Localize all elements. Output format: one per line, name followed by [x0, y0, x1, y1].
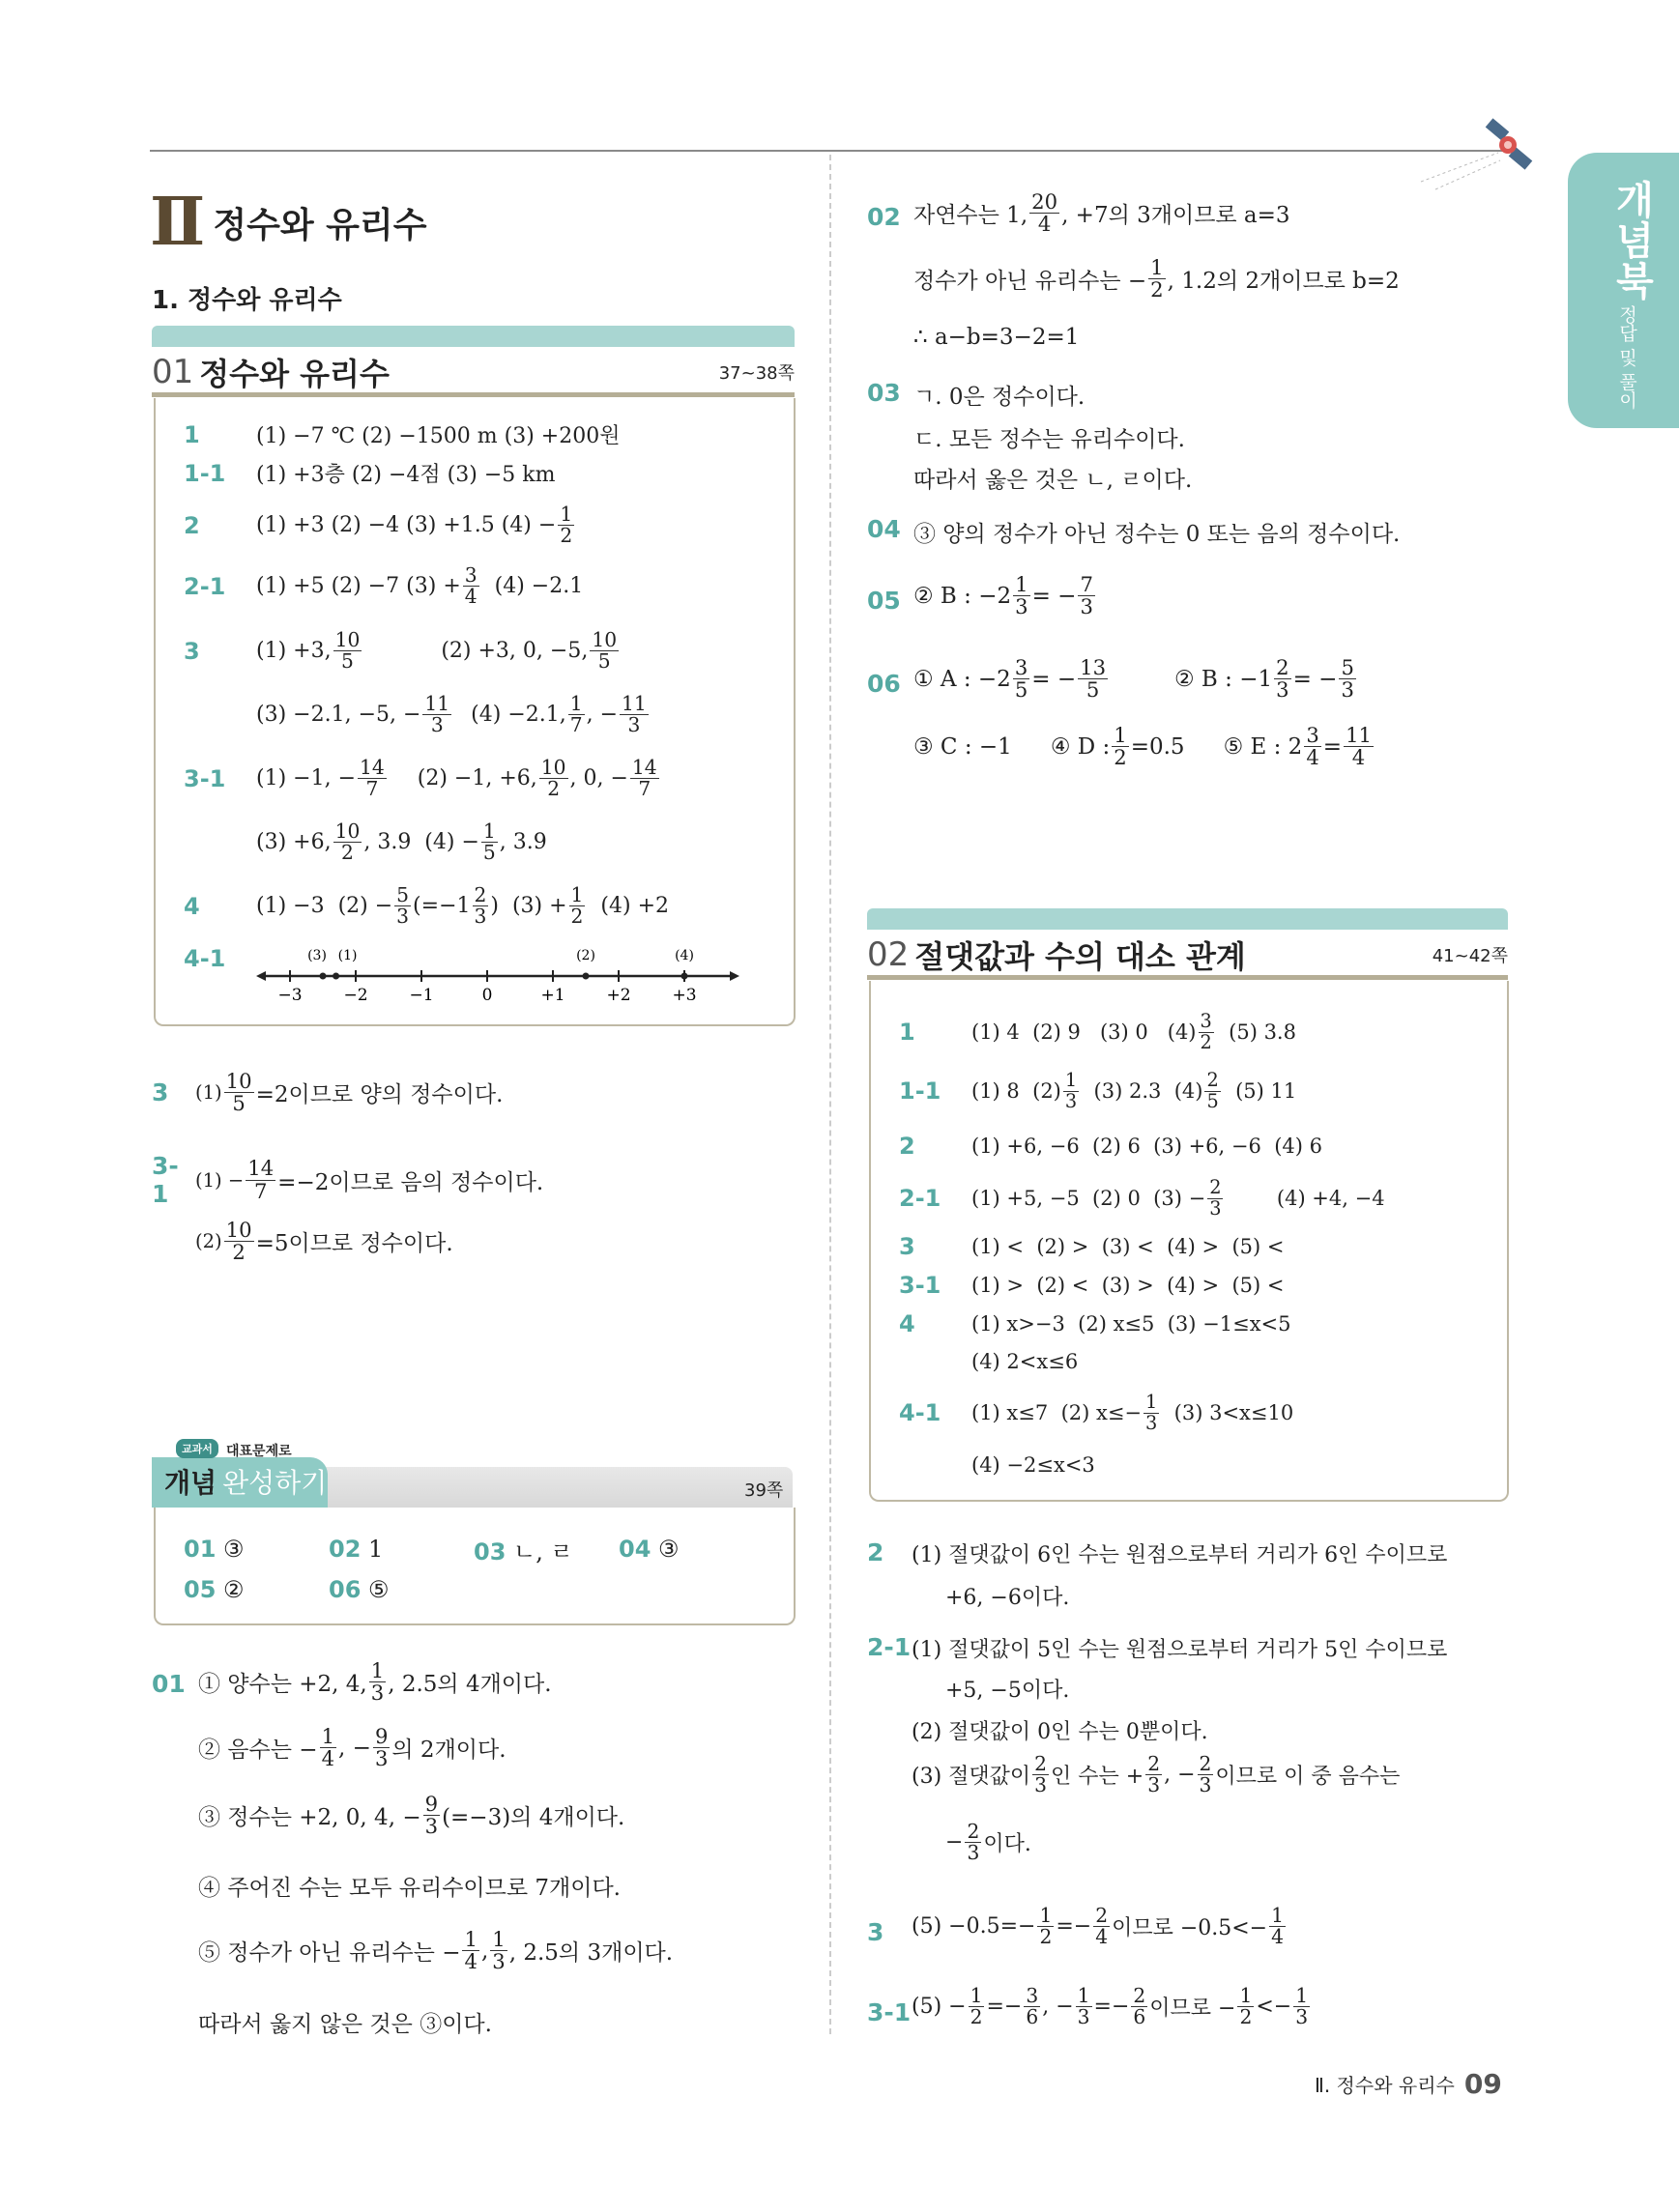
expl-c01-l6: 따라서 옳지 않은 것은 ③이다. — [198, 2012, 492, 2037]
number-line-tick-label: −3 — [277, 986, 303, 1005]
sec01-row-2-1: 2-1 (1) +5 (2) −7 (3) + $\frac{3}{4}$ (4) −2.1 — [184, 563, 584, 609]
expl-03-l1: ㄱ. 0은 정수이다. — [913, 385, 1086, 410]
expl-c01-l4: ④ 주어진 수는 모두 유리수이므로 7개이다. — [198, 1876, 621, 1901]
number-line-point-label: (3) — [307, 948, 327, 963]
fraction: $\frac{1}{7}$ — [569, 692, 583, 737]
expl02-2-1-l5: − $\frac{2}{3}$ 이다. — [945, 1820, 1031, 1865]
sec02-underline — [867, 975, 1508, 980]
column-divider — [829, 155, 831, 2034]
number-line-point-label: (4) — [675, 948, 694, 963]
top-rule — [150, 150, 1503, 152]
expl02-3-1-text: (5) − $\frac{1}{2}$ =− $\frac{3}{6}$ , − $\frac{1}{3}$ =− $\frac{2}{6}$ 이므로 − $\frac{1}{2}$ <− $\frac{1}{3}$ — [912, 1984, 1309, 2029]
page-number: 09 — [1463, 2068, 1502, 2100]
fraction: $\frac{10}{5}$ — [225, 1069, 252, 1116]
expl02-2-label: 2 — [867, 1538, 884, 1566]
number-line-tick-label: +1 — [540, 986, 565, 1005]
sec01-underline — [152, 392, 795, 397]
expl-03-l2: ㄷ. 모든 정수는 유리수이다. — [913, 427, 1185, 452]
concept-answers: 01 ③ 02 1 03 ㄴ, ㄹ 04 ③ 05 ② 06 ⑤ — [184, 1536, 680, 1603]
fraction: $\frac{10}{2}$ — [225, 1218, 252, 1265]
subsection-title: 1. 정수와 유리수 — [152, 286, 342, 315]
number-line-point — [681, 973, 688, 980]
expl02-2-1-l2: +5, −5이다. — [945, 1679, 1070, 1703]
expl02-3-label: 3 — [867, 1918, 884, 1946]
sec01-num: 01 — [152, 353, 194, 391]
sec01-pages: 37~38쪽 — [718, 363, 795, 384]
fraction: $\frac{1}{5}$ — [482, 819, 496, 865]
number-line-tick-label: +3 — [672, 986, 697, 1005]
expl-02-l1: 자연수는 1, $\frac{20}{4}$ , +7의 3개이므로 a=3 — [913, 189, 1290, 237]
number-line-point — [320, 973, 327, 980]
expl-04-label: 04 — [867, 515, 901, 543]
expl02-2-1-l4: (3) 절댓값이 $\frac{2}{3}$ 인 수는 + $\frac{2}{3}$ , − $\frac{2}{3}$ 이므로 이 중 음수는 — [912, 1752, 1401, 1797]
expl-03-l3: 따라서 옳은 것은 ㄴ, ㄹ이다. — [913, 468, 1193, 493]
expl-c01-l5: ⑤ 정수가 아닌 유리수는 − $\frac{1}{4}$ , $\frac{1}{3}$ , 2.5의 3개이다. — [198, 1927, 674, 1974]
sec01-row-1: 1 (1) −7 ℃ (2) −1500 m (3) +200원 — [184, 421, 621, 448]
sec02-rows: 1 (1) 4 (2) 9 (3) 0 (4) $\frac{3}{2}$ (5) 3.8 1-1 (1) 8 (2) $\frac{1}{3}$ (3) 2.3 (4) $\frac{2}{5}$ (5) 11 2 (1) +6, −6 (2) 6 (3) +6, −6 (4) 6 2-1 (1) +5, −5 (2) 0 (3) − $\frac{2}{3}$ (4) +4, −4 3 (1) < (2) > (3) < (4) > (5) < 3-1 (1) > (2) < (3) > (4) > (5) < 4 (1) x>−3 (2) x≤5 (3) −1≤x<5 (4) 2<x≤6 4-1 (1) x≤7 (2) x≤− $\frac{1}{3}$ (3) 3<x≤10 (4) −2≤x<3 — [899, 1010, 1385, 1477]
number-line-point-label: (1) — [337, 948, 358, 963]
side-tab-sub: 정답 및 풀이 — [1616, 305, 1637, 410]
expl02-2-l1: (1) 절댓값이 6인 수는 원점으로부터 거리가 6인 수이므로 — [912, 1543, 1448, 1567]
fraction: $\frac{3}{4}$ — [464, 563, 478, 609]
sec01-row-2: 2 (1) +3 (2) −4 (3) +1.5 (4) − $\frac{1}{2}$ — [184, 503, 573, 548]
fraction: $\frac{10}{2}$ — [334, 819, 361, 865]
fraction: $\frac{11}{3}$ — [424, 692, 450, 737]
number-line-tick-label: +2 — [606, 986, 631, 1005]
sec02-pages: 41~42쪽 — [1432, 946, 1508, 966]
expl-02-l3: ∴ a−b=3−2=1 — [913, 325, 1080, 350]
number-line — [256, 942, 739, 1005]
fraction: $\frac{14}{7}$ — [247, 1156, 275, 1203]
expl-06-r1b: ② B : −1 $\frac{2}{3}$ = − $\frac{5}{3}$ — [1174, 655, 1354, 703]
chapter-title: 정수와 유리수 — [213, 205, 427, 245]
concept-title: 개념 완성하기 — [164, 1467, 328, 1499]
expl-03-label: 03 — [867, 379, 901, 407]
side-tab[interactable] — [1568, 153, 1679, 428]
expl-06-r1a: ① A : −2 $\frac{3}{5}$ = − $\frac{13}{5}$ — [913, 655, 1107, 703]
footer-text: Ⅱ. 정수와 유리수 — [1315, 2074, 1455, 2097]
expl01-3: 3 (1) $\frac{10}{5}$ =2이므로 양의 정수이다. — [152, 1069, 504, 1116]
expl-06-label: 06 — [867, 670, 901, 698]
number-line-point — [583, 973, 590, 980]
side-tab-main: 개념북 — [1609, 180, 1654, 302]
sec02-heading — [867, 933, 1508, 977]
expl-c01-label: 01 — [152, 1670, 186, 1698]
concept-badge-small: 교과서 — [176, 1439, 218, 1458]
number-line-tick-label: 0 — [481, 986, 493, 1005]
concept-pages: 39쪽 — [744, 1480, 784, 1501]
chapter-heading — [150, 184, 427, 261]
expl-c01-l3: ③ 정수는 +2, 0, 4, − $\frac{9}{3}$ (=−3)의 4개이다. — [198, 1792, 625, 1839]
fraction: $\frac{10}{2}$ — [540, 756, 566, 801]
fraction: $\frac{14}{7}$ — [360, 756, 385, 801]
satellite-icon — [1411, 114, 1537, 191]
expl02-3-1-label: 3-1 — [867, 1998, 912, 2026]
sec01-row-4: 4 (1) −3 (2) − $\frac{5}{3}$ (=−1 $\frac{2}{3}$ ) (3) + $\frac{1}{2}$ (4) +2 — [184, 883, 669, 929]
sec01-row-1-1: 1-1 (1) +3층 (2) −4점 (3) −5 km — [184, 460, 556, 487]
chapter-numeral: Ⅱ — [150, 184, 206, 261]
fraction: $\frac{1}{2}$ — [570, 883, 584, 929]
fraction: $\frac{10}{5}$ — [334, 628, 361, 674]
sec01-row-3-1a: 3-1 (1) −1, − $\frac{14}{7}$ (2) −1, +6, $\frac{10}{2}$ , 0, − $\frac{14}{7}$ — [184, 756, 657, 801]
expl02-2-1-l3: (2) 절댓값이 0인 수는 0뿐이다. — [912, 1720, 1208, 1744]
expl-02-l2: 정수가 아닌 유리수는 − $\frac{1}{2}$ , 1.2의 2개이므로 b=2 — [913, 255, 1400, 302]
page-footer — [1315, 2068, 1502, 2100]
expl-c01-l1: ① 양수는 +2, 4, $\frac{1}{3}$ , 2.5의 4개이다. — [198, 1658, 552, 1706]
sec01-row-3-1b: (3) +6, $\frac{10}{2}$ , 3.9 (4) − $\frac{1}{5}$ , 3.9 — [256, 819, 547, 865]
sec01-row-3a: 3 (1) +3, $\frac{10}{5}$ (2) +3, 0, −5, $\frac{10}{5}$ — [184, 628, 618, 674]
fraction: $\frac{2}{3}$ — [474, 883, 487, 929]
expl02-3-text: (5) −0.5=− $\frac{1}{2}$ =− $\frac{2}{4}$ 이므로 −0.5<− $\frac{1}{4}$ — [912, 1904, 1284, 1949]
expl01-3-1-2: (2) $\frac{10}{2}$ =5이므로 정수이다. — [195, 1218, 453, 1265]
expl02-2-l2: +6, −6이다. — [945, 1586, 1070, 1610]
number-line-tick-label: −2 — [343, 986, 368, 1005]
sec02-num: 02 — [867, 935, 910, 974]
sec01-row-4-1: 4-1 — [184, 945, 226, 972]
expl-05-text: ② B : −2 $\frac{1}{3}$ = − $\frac{7}{3}$ — [913, 572, 1093, 619]
expl-02-label: 02 — [867, 203, 901, 231]
fraction: $\frac{10}{5}$ — [592, 628, 618, 674]
sec02-title: 절댓값과 수의 대소 관계 — [914, 938, 1246, 975]
fraction: $\frac{14}{7}$ — [631, 756, 657, 801]
expl01-3-1: 3-1 (1) − $\frac{14}{7}$ =−2이므로 음의 정수이다. — [152, 1152, 544, 1208]
expl-06-r2: ③ C : −1 ④ D : $\frac{1}{2}$ =0.5 ⑤ E : 2 $\frac{3}{4}$ = $\frac{11}{4}$ — [913, 723, 1372, 770]
fraction: $\frac{11}{3}$ — [622, 692, 647, 737]
expl-c01-l2: ② 음수는 − $\frac{1}{4}$ , − $\frac{9}{3}$ 의 2개이다. — [198, 1724, 507, 1771]
sec01-row-3b: (3) −2.1, −5, − $\frac{11}{3}$ (4) −2.1, $\frac{1}{7}$ , − $\frac{11}{3}$ — [256, 692, 647, 737]
sec01-bar — [152, 326, 795, 347]
fraction: $\frac{1}{2}$ — [560, 503, 573, 548]
sec01-heading — [152, 350, 795, 394]
number-line-point-label: (2) — [576, 948, 595, 963]
fraction: $\frac{5}{3}$ — [396, 883, 410, 929]
expl02-2-1-label: 2-1 — [867, 1633, 912, 1661]
expl-04-text: ③ 양의 정수가 아닌 정수는 0 또는 음의 정수이다. — [913, 522, 1401, 547]
expl-05-label: 05 — [867, 587, 901, 615]
concept-badge-rep: 대표문제로 — [226, 1444, 292, 1459]
number-line-point — [333, 973, 339, 980]
number-line-tick-label: −1 — [409, 986, 434, 1005]
expl02-2-1-l1: (1) 절댓값이 5인 수는 원점으로부터 거리가 5인 수이므로 — [912, 1638, 1448, 1662]
sec01-title: 정수와 유리수 — [199, 356, 390, 392]
sec02-bar — [867, 908, 1508, 930]
